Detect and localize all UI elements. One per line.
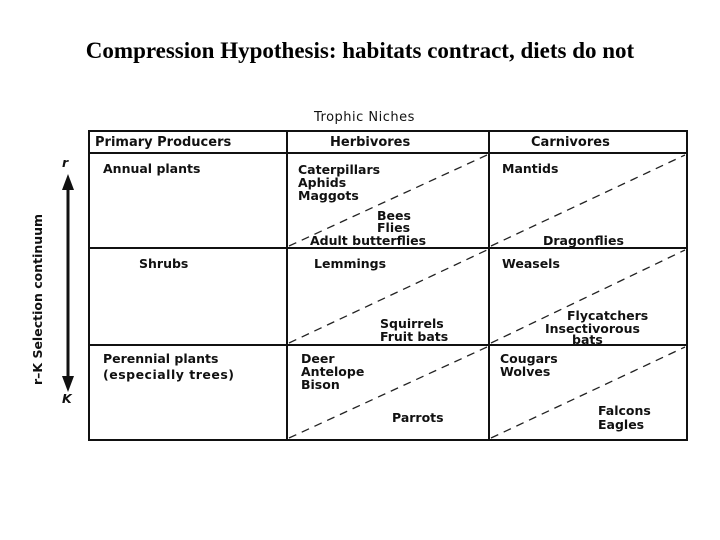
producer-note-row3: (especially trees) [103, 367, 235, 382]
carn-lower-row2-0: Flycatchers [567, 308, 649, 323]
herb-lower-row1-0: Bees [377, 208, 411, 223]
producer-row1: Annual plants [103, 161, 201, 176]
carn-lower-row2-2: bats [572, 332, 603, 347]
carn-upper-row1-0: Mantids [502, 161, 559, 176]
rk-arrow-head-top [62, 174, 74, 190]
axis-bottom-label: K [62, 391, 72, 406]
column-header-carnivores: Carnivores [531, 135, 610, 150]
carn-lower-row3-0: Falcons [598, 403, 651, 418]
column-header-herbivores: Herbivores [330, 135, 411, 150]
herb-upper-row3-2: Bison [301, 377, 340, 392]
herb-upper-row1-0: Caterpillars [298, 162, 381, 177]
top-label: Trophic Niches [314, 110, 415, 125]
producer-row2: Shrubs [139, 256, 189, 271]
rk-arrow-head-bottom [62, 376, 74, 392]
herb-upper-row1-2: Maggots [298, 188, 359, 203]
herb-lower-row3-0: Parrots [392, 410, 444, 425]
carn-lower-row3-1: Eagles [598, 417, 645, 432]
slide-title: Compression Hypothesis: habitats contract, diets do not [85, 38, 635, 63]
herb-lower-row1-2: Adult butterflies [310, 233, 427, 248]
herb-upper-row2-0: Lemmings [314, 256, 387, 271]
carn-upper-row2-0: Weasels [502, 256, 560, 271]
table-frame [89, 131, 687, 440]
herb-lower-row2-1: Fruit bats [380, 329, 449, 344]
carn-lower-row2-1: Insectivorous [545, 321, 640, 336]
column-header-producers: Primary Producers [95, 135, 232, 150]
herb-lower-row2-0: Squirrels [380, 316, 444, 331]
producer-row3: Perennial plants [103, 351, 219, 366]
axis-top-label: r [62, 155, 69, 170]
herb-lower-row1-1: Flies [377, 220, 411, 235]
carn-lower-row1-0: Dragonflies [543, 233, 624, 248]
herb-upper-row1-1: Aphids [298, 175, 347, 190]
herb-upper-row3-1: Antelope [301, 364, 365, 379]
carn-upper-row3-1: Wolves [500, 364, 551, 379]
carn-upper-row3-0: Cougars [500, 351, 558, 366]
herb-upper-row3-0: Deer [301, 351, 335, 366]
